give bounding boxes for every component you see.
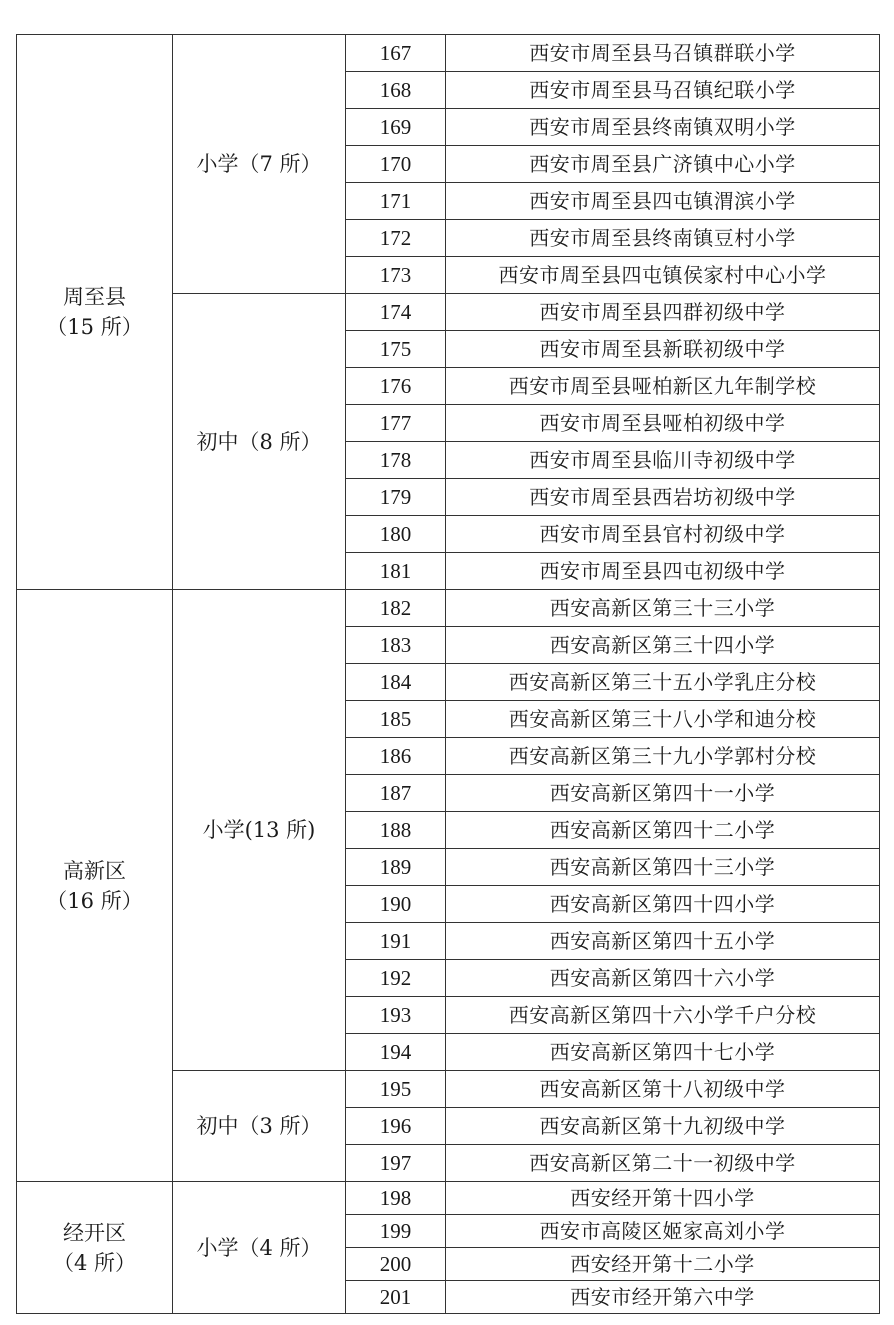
serial-number-cell: 175 — [346, 331, 446, 368]
serial-number-cell: 187 — [346, 775, 446, 812]
table-row — [17, 590, 880, 627]
table-row — [17, 35, 880, 72]
school-name-cell: 西安高新区第四十七小学 — [446, 1034, 880, 1071]
school-name-cell: 西安高新区第四十六小学 — [446, 960, 880, 997]
school-name-cell: 西安高新区第四十六小学千户分校 — [446, 997, 880, 1034]
school-level-cell: 小学（7 所） — [173, 35, 346, 294]
district-cell — [17, 35, 173, 590]
school-name-cell: 西安高新区第三十五小学乳庄分校 — [446, 664, 880, 701]
serial-number-cell: 188 — [346, 812, 446, 849]
serial-number-cell: 191 — [346, 923, 446, 960]
school-name-cell: 西安高新区第四十四小学 — [446, 886, 880, 923]
school-name-cell: 西安市经开第六中学 — [446, 1281, 880, 1314]
school-name-cell: 西安高新区第四十三小学 — [446, 849, 880, 886]
serial-number-cell: 201 — [346, 1281, 446, 1314]
school-name-cell: 西安市周至县四群初级中学 — [446, 294, 880, 331]
serial-number-cell: 196 — [346, 1108, 446, 1145]
serial-number-cell: 182 — [346, 590, 446, 627]
serial-number-cell: 177 — [346, 405, 446, 442]
district-cell — [17, 1182, 173, 1314]
school-name-cell: 西安市周至县广济镇中心小学 — [446, 146, 880, 183]
serial-number-cell: 181 — [346, 553, 446, 590]
school-name-cell: 西安市周至县新联初级中学 — [446, 331, 880, 368]
school-name-cell: 西安市周至县西岩坊初级中学 — [446, 479, 880, 516]
district-name: 周至县 — [63, 285, 126, 309]
serial-number-cell: 184 — [346, 664, 446, 701]
school-name-cell: 西安市周至县马召镇纪联小学 — [446, 72, 880, 109]
school-name-cell: 西安高新区第三十九小学郭村分校 — [446, 738, 880, 775]
serial-number-cell: 192 — [346, 960, 446, 997]
serial-number-cell: 197 — [346, 1145, 446, 1182]
serial-number-cell: 200 — [346, 1248, 446, 1281]
school-name-cell: 西安高新区第十八初级中学 — [446, 1071, 880, 1108]
serial-number-cell: 174 — [346, 294, 446, 331]
serial-number-cell: 180 — [346, 516, 446, 553]
school-name-cell: 西安市高陵区姬家高刘小学 — [446, 1215, 880, 1248]
school-name-cell: 西安经开第十四小学 — [446, 1182, 880, 1215]
serial-number-cell: 195 — [346, 1071, 446, 1108]
school-name-cell: 西安市周至县哑柏新区九年制学校 — [446, 368, 880, 405]
school-name-cell: 西安市周至县临川寺初级中学 — [446, 442, 880, 479]
school-name-cell: 西安高新区第三十三小学 — [446, 590, 880, 627]
serial-number-cell: 169 — [346, 109, 446, 146]
serial-number-cell: 189 — [346, 849, 446, 886]
serial-number-cell: 172 — [346, 220, 446, 257]
school-name-cell: 西安市周至县终南镇豆村小学 — [446, 220, 880, 257]
serial-number-cell: 193 — [346, 997, 446, 1034]
school-name-cell: 西安市周至县马召镇群联小学 — [446, 35, 880, 72]
district-name: 高新区 — [63, 858, 126, 883]
school-list-table — [16, 34, 880, 1314]
school-name-cell: 西安市周至县官村初级中学 — [446, 516, 880, 553]
serial-number-cell: 190 — [346, 886, 446, 923]
school-name-cell: 西安高新区第四十二小学 — [446, 812, 880, 849]
table-body — [17, 35, 880, 1314]
district-count: （15 所） — [46, 315, 143, 339]
school-name-cell: 西安高新区第三十八小学和迪分校 — [446, 701, 880, 738]
serial-number-cell: 186 — [346, 738, 446, 775]
school-name-cell: 西安高新区第四十一小学 — [446, 775, 880, 812]
school-name-cell: 西安市周至县哑柏初级中学 — [446, 405, 880, 442]
district-name: 经开区 — [63, 1220, 126, 1245]
serial-number-cell: 185 — [346, 701, 446, 738]
district-cell — [17, 590, 173, 1182]
serial-number-cell: 168 — [346, 72, 446, 109]
school-level-cell: 小学（4 所） — [173, 1182, 346, 1314]
serial-number-cell: 171 — [346, 183, 446, 220]
school-level-cell: 小学(13 所) — [173, 590, 346, 1071]
serial-number-cell: 178 — [346, 442, 446, 479]
school-name-cell: 西安高新区第二十一初级中学 — [446, 1145, 880, 1182]
school-name-cell: 西安市周至县四屯镇侯家村中心小学 — [446, 257, 880, 294]
serial-number-cell: 167 — [346, 35, 446, 72]
school-name-cell: 西安高新区第四十五小学 — [446, 923, 880, 960]
table-row — [17, 1182, 880, 1215]
serial-number-cell: 170 — [346, 146, 446, 183]
serial-number-cell: 179 — [346, 479, 446, 516]
school-name-cell: 西安经开第十二小学 — [446, 1248, 880, 1281]
serial-number-cell: 176 — [346, 368, 446, 405]
serial-number-cell: 198 — [346, 1182, 446, 1215]
school-name-cell: 西安市周至县四屯初级中学 — [446, 553, 880, 590]
serial-number-cell: 194 — [346, 1034, 446, 1071]
serial-number-cell: 199 — [346, 1215, 446, 1248]
school-name-cell: 西安市周至县四屯镇渭滨小学 — [446, 183, 880, 220]
school-level-cell: 初中（3 所） — [173, 1071, 346, 1182]
district-count: （4 所） — [52, 1250, 137, 1275]
school-level-cell: 初中（8 所） — [173, 294, 346, 590]
school-name-cell: 西安高新区第十九初级中学 — [446, 1108, 880, 1145]
district-count: （16 所） — [46, 888, 143, 913]
serial-number-cell: 183 — [346, 627, 446, 664]
school-name-cell: 西安高新区第三十四小学 — [446, 627, 880, 664]
school-name-cell: 西安市周至县终南镇双明小学 — [446, 109, 880, 146]
serial-number-cell: 173 — [346, 257, 446, 294]
